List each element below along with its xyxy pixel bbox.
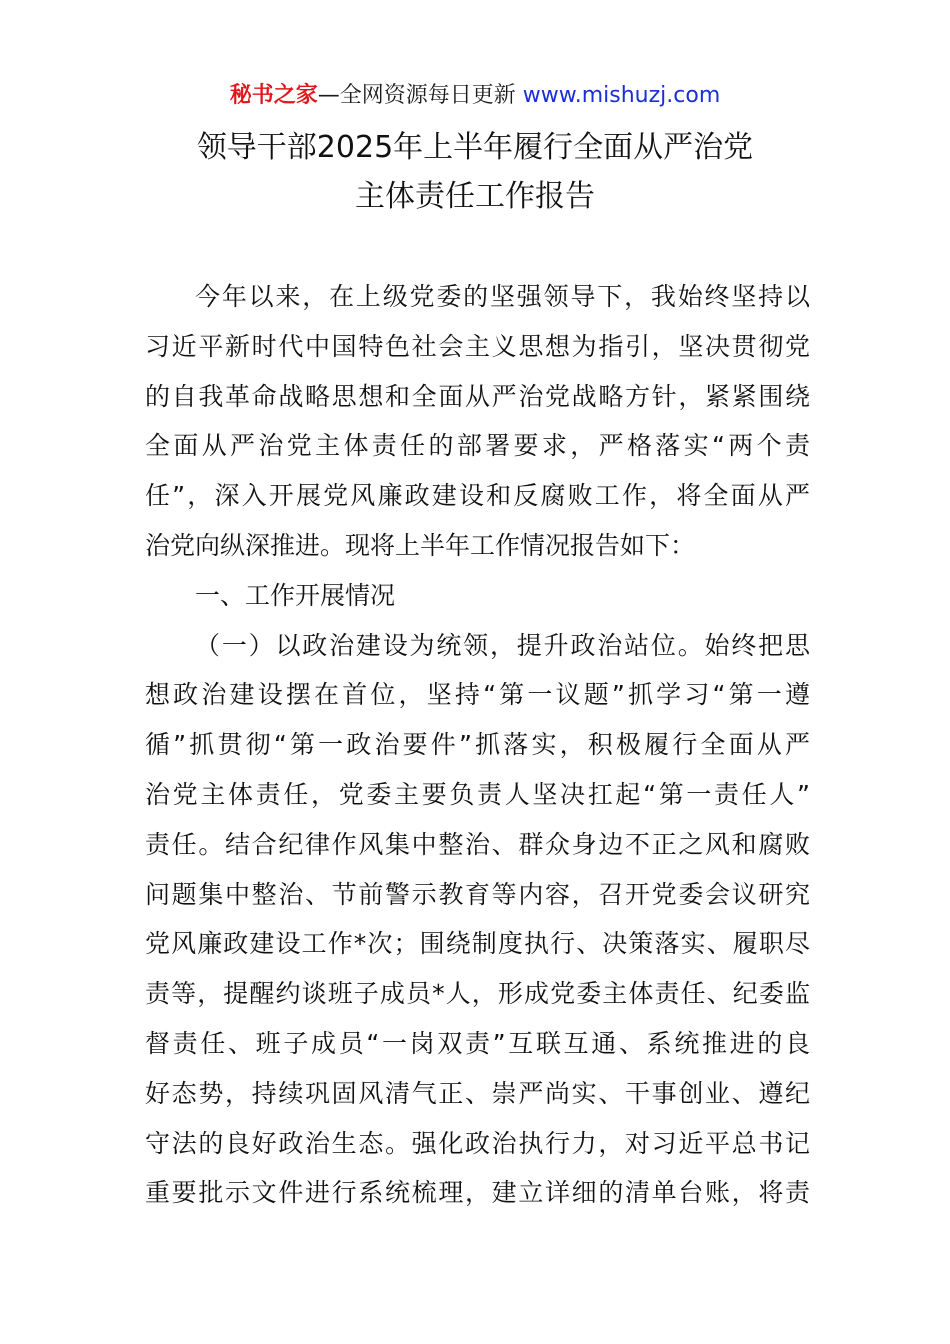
header-tagline: —全网资源每日更新 [317, 83, 516, 108]
site-url-link[interactable]: www.mishuzj.com [522, 83, 721, 108]
body-line: 重要批示文件进行系统梳理，建立详细的清单台账，将责 [145, 1178, 810, 1208]
body-line: 的自我革命战略思想和全面从严治党战略方针，紧紧围绕 [145, 381, 810, 411]
body-line: 督责任、班子成员“一岗双责”互联互通、系统推进的良 [145, 1028, 810, 1058]
body-line: 守法的良好政治生态。强化政治执行力，对习近平总书记 [145, 1128, 810, 1158]
body-line: 治党主体责任，党委主要负责人坚决扛起“第一责任人” [145, 779, 810, 809]
body-line: 今年以来，在上级党委的坚强领导下，我始终坚持以 [195, 282, 810, 311]
document-title-line-2: 主体责任工作报告 [355, 179, 595, 214]
body-line: 问题集中整治、节前警示教育等内容，召开党委会议研究 [145, 879, 810, 909]
body-line: 治党向纵深推进。现将上半年工作情况报告如下： [145, 530, 696, 560]
body-line: 好态势，持续巩固风清气正、崇严尚实、干事创业、遵纪 [145, 1078, 810, 1108]
brand-name: 秘书之家 [229, 83, 318, 108]
site-header [0, 80, 950, 112]
body-line: 循”抓贯彻“第一政治要件”抓落实，积极履行全面从严 [145, 730, 810, 760]
document-body [145, 272, 810, 1218]
section-heading: 一、工作开展情况 [195, 580, 396, 610]
body-line: 习近平新时代中国特色社会主义思想为指引，坚决贯彻党 [145, 331, 810, 361]
body-line: 责任。结合纪律作风集中整治、群众身边不正之风和腐败 [145, 829, 810, 859]
body-line: 党风廉政建设工作*次；围绕制度执行、决策落实、履职尽 [145, 929, 810, 959]
body-line: 任”，深入开展党风廉政建设和反腐败工作，将全面从严 [145, 481, 810, 511]
document-title-line-1: 领导干部2025年上半年履行全面从严治党 [196, 130, 754, 165]
body-line: 责等，提醒约谈班子成员*人，形成党委主体责任、纪委监 [145, 979, 810, 1009]
body-line: 想政治建设摆在首位，坚持“第一议题”抓学习“第一遵 [145, 680, 810, 710]
body-line: 全面从严治党主体责任的部署要求，严格落实“两个责 [145, 431, 810, 461]
body-line: （一）以政治建设为统领，提升政治站位。始终把思 [195, 630, 810, 660]
